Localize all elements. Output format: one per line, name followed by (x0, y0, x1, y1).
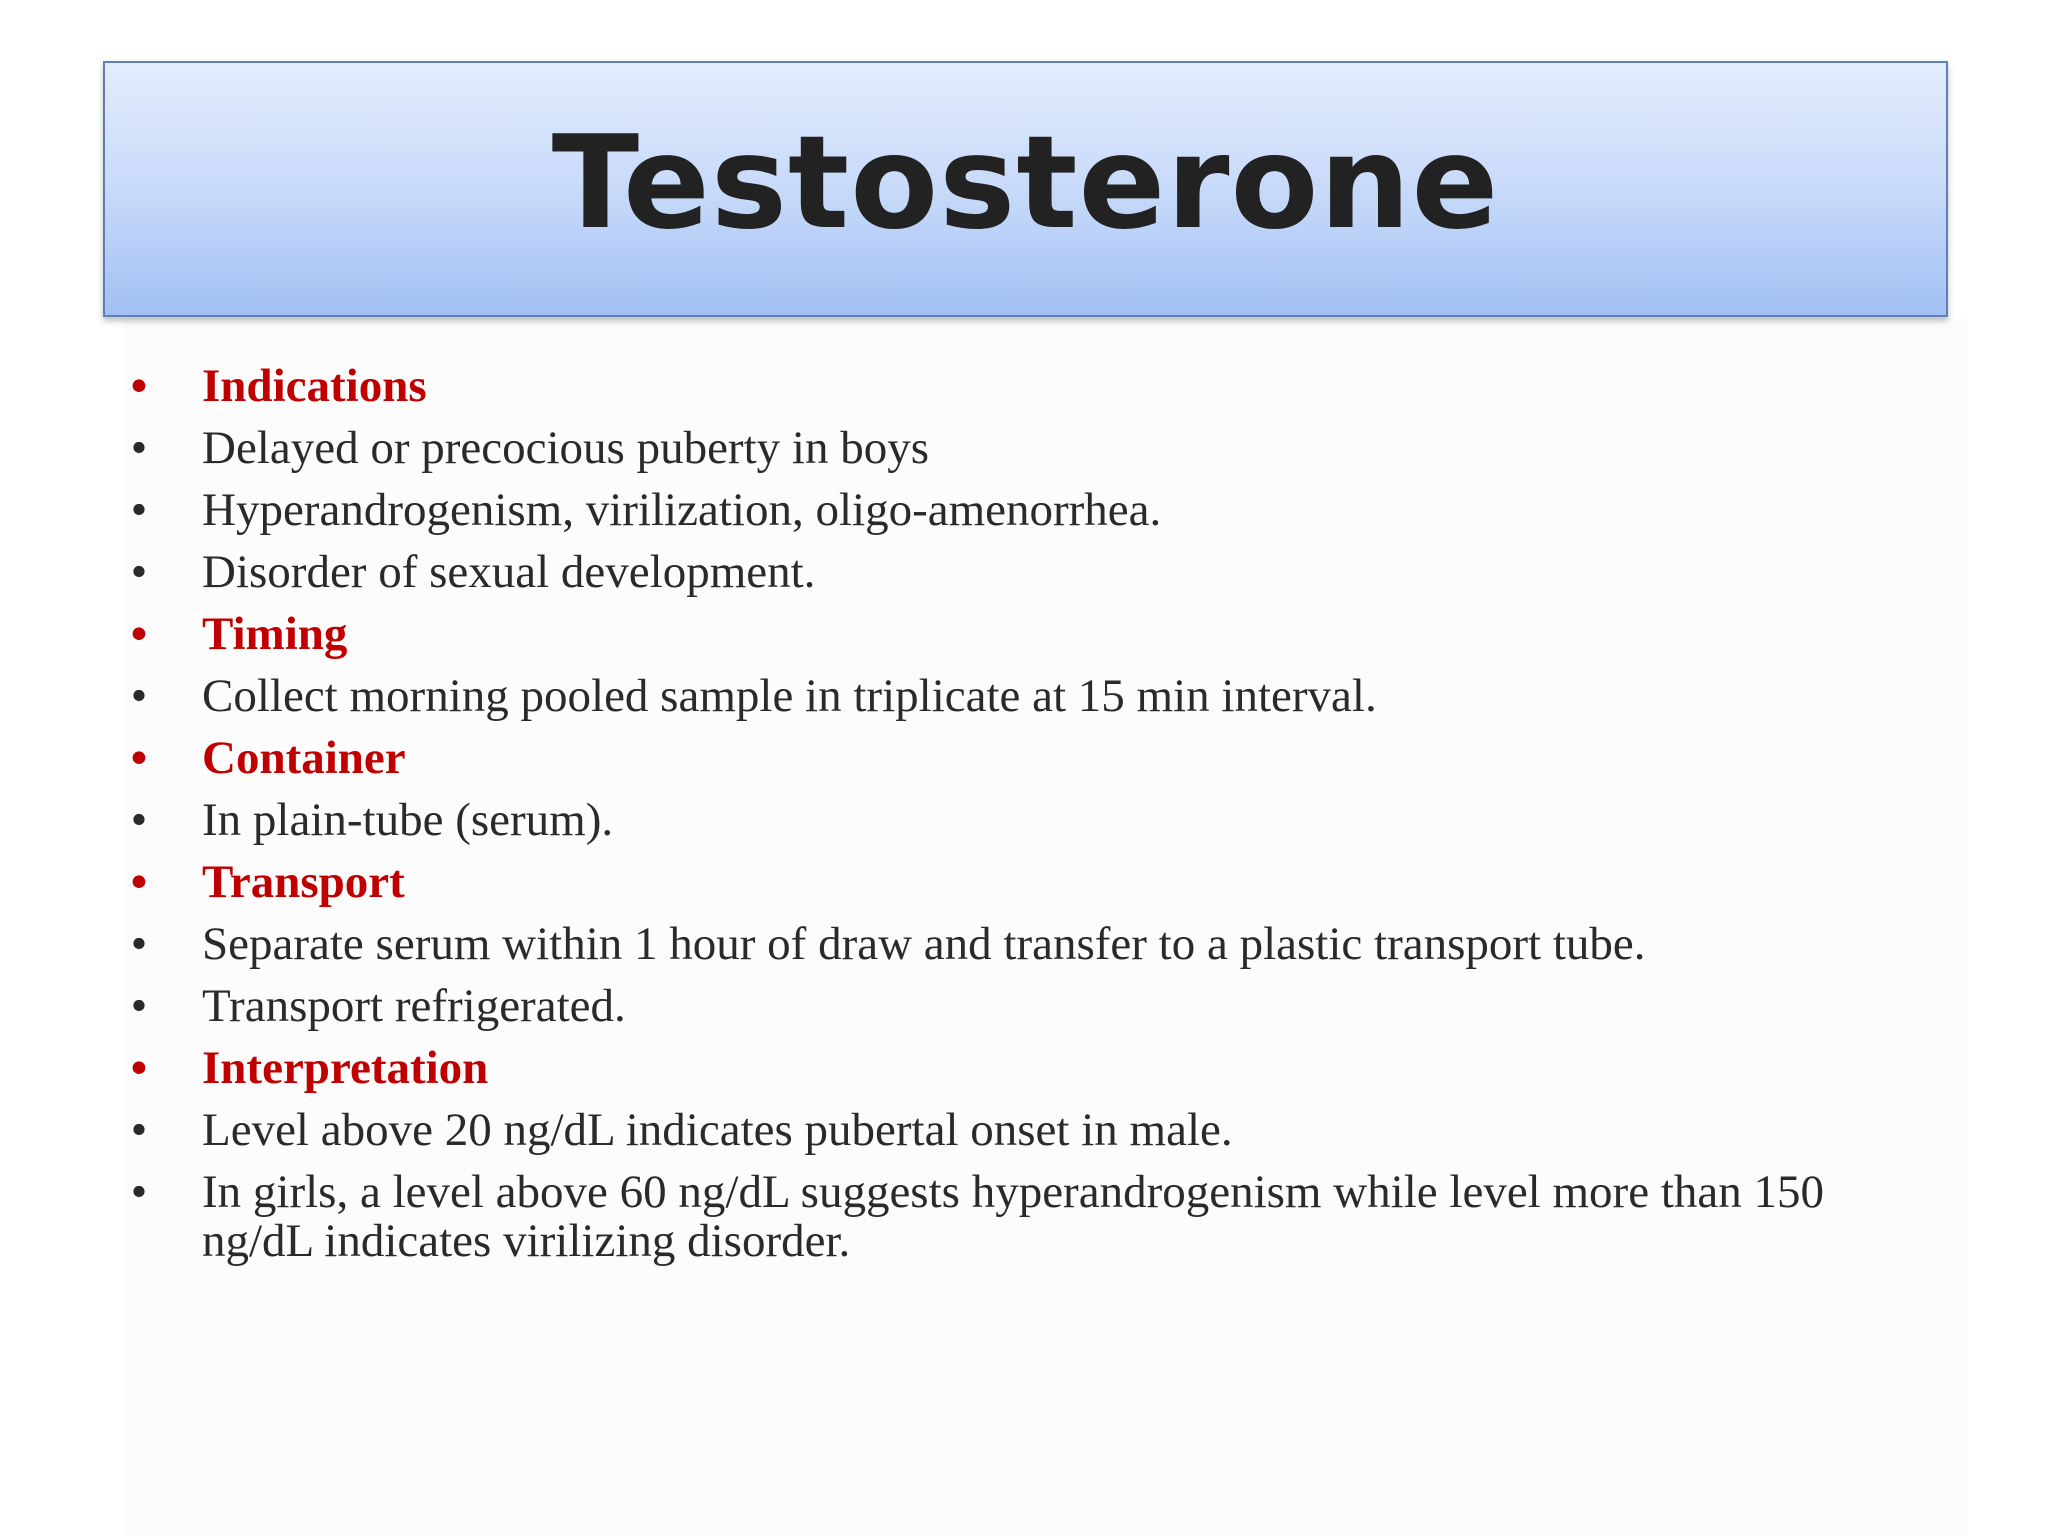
section-heading-text: Transport (202, 856, 405, 908)
list-item-text: Delayed or precocious puberty in boys (202, 422, 929, 474)
section-heading-text: Timing (202, 608, 348, 660)
list-item (120, 1168, 1920, 1266)
bullet-icon: • (130, 422, 148, 474)
list-item (120, 796, 1920, 845)
section-heading (120, 362, 1920, 411)
bullet-icon: • (130, 980, 148, 1032)
list-item-text: Collect morning pooled sample in triplicate at 15 min interval. (202, 670, 1377, 722)
bullet-icon: • (130, 546, 148, 598)
list-item (120, 424, 1920, 473)
section-heading (120, 610, 1920, 659)
bullet-icon: • (130, 608, 148, 660)
section-heading-text: Interpretation (202, 1042, 489, 1094)
list-item-text: In girls, a level above 60 ng/dL suggests hyperandrogenism while level more than 150 ng/dL indicates virilizing disorder. (202, 1166, 1824, 1267)
list-item (120, 982, 1920, 1031)
list-item (120, 1106, 1920, 1155)
bullet-icon: • (130, 1166, 148, 1218)
section-heading-text: Container (202, 732, 406, 784)
list-item (120, 548, 1920, 597)
list-item (120, 486, 1920, 535)
list-item (120, 920, 1920, 969)
list-item-text: Transport refrigerated. (202, 980, 626, 1032)
bullet-icon: • (130, 732, 148, 784)
slide-title: Testosterone (551, 108, 1500, 258)
bullet-icon: • (130, 918, 148, 970)
bullet-icon: • (130, 484, 148, 536)
section-heading (120, 1044, 1920, 1093)
list-item-text: Level above 20 ng/dL indicates pubertal onset in male. (202, 1104, 1233, 1156)
list-item (120, 672, 1920, 721)
bullet-icon: • (130, 856, 148, 908)
list-item-text: Hyperandrogenism, virilization, oligo-amenorrhea. (202, 484, 1162, 536)
list-item-text: Disorder of sexual development. (202, 546, 816, 598)
section-heading (120, 734, 1920, 783)
bullet-icon: • (130, 670, 148, 722)
bullet-icon: • (130, 360, 148, 412)
list-item-text: In plain-tube (serum). (202, 794, 614, 846)
section-heading (120, 858, 1920, 907)
bullet-icon: • (130, 1104, 148, 1156)
bullet-list (120, 362, 1920, 1279)
bullet-icon: • (130, 1042, 148, 1094)
section-heading-text: Indications (202, 360, 427, 412)
title-box (103, 61, 1948, 317)
bullet-icon: • (130, 794, 148, 846)
list-item-text: Separate serum within 1 hour of draw and transfer to a plastic transport tube. (202, 918, 1646, 970)
